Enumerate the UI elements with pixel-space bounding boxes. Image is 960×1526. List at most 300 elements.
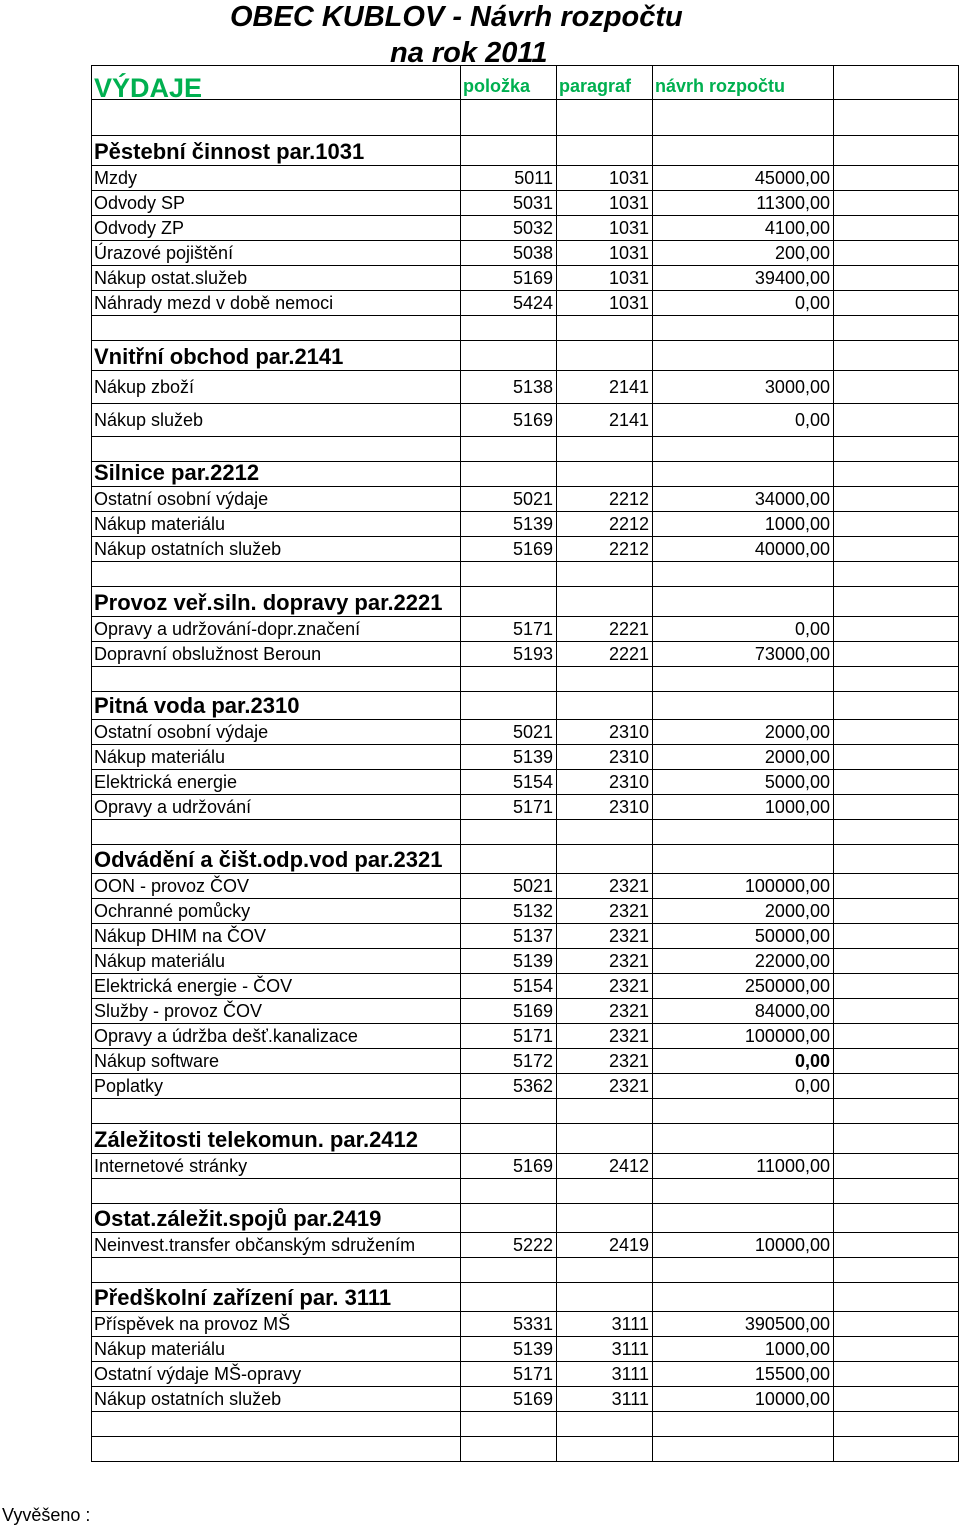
item-polozka: 5171: [461, 1024, 557, 1049]
item-label: Opravy a udržování-dopr.značení: [92, 617, 461, 642]
table-row: [92, 537, 959, 562]
section-heading: Předškolní zařízení par. 3111: [92, 1283, 461, 1312]
empty-cell: [557, 667, 653, 692]
item-polozka: 5193: [461, 642, 557, 667]
empty-cell: [834, 537, 959, 562]
table-row: [92, 404, 959, 437]
item-label: Elektrická energie - ČOV: [92, 974, 461, 999]
empty-cell: [461, 1437, 557, 1462]
empty-cell: [653, 692, 834, 720]
empty-cell: [557, 1258, 653, 1283]
empty-cell: [557, 100, 653, 136]
table-row: [92, 216, 959, 241]
item-polozka: 5331: [461, 1312, 557, 1337]
empty-cell: [834, 1312, 959, 1337]
item-paragraf: 2321: [557, 899, 653, 924]
empty-cell: [834, 316, 959, 341]
empty-cell: [557, 1412, 653, 1437]
spacer-row: [92, 316, 959, 341]
item-polozka: 5154: [461, 974, 557, 999]
table-row: [92, 291, 959, 316]
empty-cell: [834, 667, 959, 692]
table-row: [92, 1233, 959, 1258]
item-paragraf: 2310: [557, 745, 653, 770]
table-row: [92, 720, 959, 745]
item-label: Náhrady mezd v době nemoci: [92, 291, 461, 316]
empty-cell: [92, 562, 461, 587]
item-polozka: 5021: [461, 487, 557, 512]
spacer-row: [92, 1437, 959, 1462]
item-polozka: 5138: [461, 371, 557, 404]
empty-cell: [653, 562, 834, 587]
empty-cell: [653, 341, 834, 371]
item-polozka: 5032: [461, 216, 557, 241]
empty-cell: [557, 316, 653, 341]
item-paragraf: 2212: [557, 512, 653, 537]
empty-cell: [834, 874, 959, 899]
empty-cell: [653, 1258, 834, 1283]
empty-cell: [834, 617, 959, 642]
empty-cell: [557, 341, 653, 371]
item-label: Neinvest.transfer občanským sdružením: [92, 1233, 461, 1258]
item-polozka: 5137: [461, 924, 557, 949]
item-label: Příspěvek na provoz MŠ: [92, 1312, 461, 1337]
empty-cell: [653, 437, 834, 462]
item-polozka: 5132: [461, 899, 557, 924]
table-row: [92, 949, 959, 974]
empty-cell: [834, 1074, 959, 1099]
item-polozka: 5021: [461, 720, 557, 745]
item-paragraf: 2310: [557, 770, 653, 795]
item-label: Nákup zboží: [92, 371, 461, 404]
item-paragraf: 2412: [557, 1154, 653, 1179]
table-row: [92, 1049, 959, 1074]
item-polozka: 5011: [461, 166, 557, 191]
item-polozka: 5169: [461, 999, 557, 1024]
empty-cell: [461, 562, 557, 587]
posted-label: Vyvěšeno :: [2, 1505, 91, 1525]
section-heading: Pitná voda par.2310: [92, 692, 461, 720]
empty-cell: [461, 587, 557, 617]
item-paragraf: 1031: [557, 241, 653, 266]
empty-cell: [834, 1124, 959, 1154]
budget-table: [91, 65, 959, 1462]
item-amount: 4100,00: [653, 216, 834, 241]
item-label: Úrazové pojištění: [92, 241, 461, 266]
empty-cell: [834, 437, 959, 462]
item-paragraf: 2212: [557, 487, 653, 512]
table-row: [92, 191, 959, 216]
empty-cell: [834, 949, 959, 974]
empty-cell: [653, 462, 834, 487]
empty-cell: [834, 1283, 959, 1312]
item-label: Nákup materiálu: [92, 512, 461, 537]
item-amount: 1000,00: [653, 1337, 834, 1362]
table-row: [92, 241, 959, 266]
empty-cell: [653, 1412, 834, 1437]
table-row: [92, 745, 959, 770]
item-label: Nákup ostat.služeb: [92, 266, 461, 291]
item-paragraf: 2321: [557, 924, 653, 949]
item-polozka: 5169: [461, 404, 557, 437]
section-heading: Silnice par.2212: [92, 462, 461, 487]
document-subtitle: na rok 2011: [390, 37, 548, 69]
empty-cell: [834, 1099, 959, 1124]
empty-cell: [461, 136, 557, 166]
item-amount: 50000,00: [653, 924, 834, 949]
item-amount: 250000,00: [653, 974, 834, 999]
section-heading: Provoz veř.siln. dopravy par.2221: [92, 587, 461, 617]
item-amount: 73000,00: [653, 642, 834, 667]
section-row: [92, 136, 959, 166]
item-amount: 34000,00: [653, 487, 834, 512]
item-polozka: 5171: [461, 617, 557, 642]
item-amount: 100000,00: [653, 874, 834, 899]
empty-cell: [92, 437, 461, 462]
empty-cell: [653, 1437, 834, 1462]
item-label: Odvody SP: [92, 191, 461, 216]
empty-cell: [92, 820, 461, 845]
item-label: Internetové stránky: [92, 1154, 461, 1179]
item-label: Mzdy: [92, 166, 461, 191]
item-polozka: 5154: [461, 770, 557, 795]
item-paragraf: 1031: [557, 191, 653, 216]
empty-cell: [834, 1049, 959, 1074]
empty-cell: [834, 291, 959, 316]
item-amount: 2000,00: [653, 899, 834, 924]
empty-cell: [557, 437, 653, 462]
item-paragraf: 2321: [557, 874, 653, 899]
empty-cell: [834, 66, 959, 100]
item-paragraf: 2321: [557, 1074, 653, 1099]
item-polozka: 5021: [461, 874, 557, 899]
empty-cell: [834, 341, 959, 371]
item-label: Ostatní osobní výdaje: [92, 487, 461, 512]
item-polozka: 5031: [461, 191, 557, 216]
empty-cell: [834, 899, 959, 924]
item-label: Nákup materiálu: [92, 949, 461, 974]
table-row: [92, 166, 959, 191]
empty-cell: [834, 462, 959, 487]
spacer-row: [92, 1412, 959, 1437]
item-paragraf: 2141: [557, 371, 653, 404]
empty-cell: [653, 1283, 834, 1312]
empty-cell: [461, 1412, 557, 1437]
item-amount: 2000,00: [653, 745, 834, 770]
empty-cell: [834, 1024, 959, 1049]
empty-cell: [834, 1387, 959, 1412]
item-amount: 10000,00: [653, 1233, 834, 1258]
item-paragraf: 2419: [557, 1233, 653, 1258]
empty-cell: [557, 462, 653, 487]
empty-cell: [557, 845, 653, 874]
section-heading: Pěstební činnost par.1031: [92, 136, 461, 166]
empty-cell: [834, 795, 959, 820]
empty-cell: [834, 1154, 959, 1179]
item-paragraf: 3111: [557, 1387, 653, 1412]
item-label: Opravy a údržba dešť.kanalizace: [92, 1024, 461, 1049]
empty-cell: [834, 845, 959, 874]
empty-cell: [461, 1099, 557, 1124]
table-row: [92, 899, 959, 924]
empty-cell: [461, 692, 557, 720]
item-amount: 0,00: [653, 404, 834, 437]
empty-cell: [653, 136, 834, 166]
empty-cell: [461, 1124, 557, 1154]
item-paragraf: 2321: [557, 949, 653, 974]
empty-cell: [834, 1233, 959, 1258]
item-paragraf: 2321: [557, 999, 653, 1024]
empty-cell: [557, 692, 653, 720]
empty-cell: [834, 266, 959, 291]
spacer-row: [92, 437, 959, 462]
item-label: Nákup materiálu: [92, 1337, 461, 1362]
empty-cell: [461, 820, 557, 845]
table-row: [92, 371, 959, 404]
item-polozka: 5424: [461, 291, 557, 316]
document-title: OBEC KUBLOV - Návrh rozpočtu: [230, 1, 683, 33]
spacer-row: [92, 1099, 959, 1124]
item-paragraf: 2212: [557, 537, 653, 562]
item-amount: 11300,00: [653, 191, 834, 216]
item-label: Opravy a udržování: [92, 795, 461, 820]
item-label: Poplatky: [92, 1074, 461, 1099]
item-amount: 0,00: [653, 291, 834, 316]
item-polozka: 5222: [461, 1233, 557, 1258]
empty-cell: [653, 316, 834, 341]
column-header-navrh: návrh rozpočtu: [653, 66, 834, 100]
empty-cell: [557, 820, 653, 845]
table-row: [92, 487, 959, 512]
table-row: [92, 642, 959, 667]
item-paragraf: 3111: [557, 1362, 653, 1387]
item-label: OON - provoz ČOV: [92, 874, 461, 899]
item-amount: 11000,00: [653, 1154, 834, 1179]
empty-cell: [653, 845, 834, 874]
item-polozka: 5169: [461, 1387, 557, 1412]
empty-cell: [834, 404, 959, 437]
item-paragraf: 2221: [557, 617, 653, 642]
section-row: [92, 692, 959, 720]
item-paragraf: 2310: [557, 795, 653, 820]
item-amount: 5000,00: [653, 770, 834, 795]
empty-cell: [834, 241, 959, 266]
item-polozka: 5169: [461, 266, 557, 291]
item-amount: 0,00: [653, 1074, 834, 1099]
empty-cell: [92, 1437, 461, 1462]
spacer-row: [92, 820, 959, 845]
item-amount: 0,00: [653, 617, 834, 642]
empty-cell: [461, 845, 557, 874]
table-row: [92, 1312, 959, 1337]
empty-cell: [461, 100, 557, 136]
item-amount: 1000,00: [653, 795, 834, 820]
item-amount: 2000,00: [653, 720, 834, 745]
item-amount: 1000,00: [653, 512, 834, 537]
item-paragraf: 1031: [557, 266, 653, 291]
empty-cell: [834, 512, 959, 537]
table-row: [92, 874, 959, 899]
empty-cell: [653, 587, 834, 617]
empty-cell: [653, 667, 834, 692]
empty-cell: [834, 1258, 959, 1283]
column-header-polozka: položka: [461, 66, 557, 100]
empty-cell: [461, 1204, 557, 1233]
empty-cell: [92, 100, 461, 136]
table-row: [92, 1337, 959, 1362]
item-polozka: 5169: [461, 537, 557, 562]
empty-cell: [557, 1437, 653, 1462]
empty-cell: [557, 562, 653, 587]
item-paragraf: 2321: [557, 1024, 653, 1049]
item-label: Nákup ostatních služeb: [92, 1387, 461, 1412]
item-label: Nákup ostatních služeb: [92, 537, 461, 562]
item-amount: 3000,00: [653, 371, 834, 404]
spacer-row: [92, 1179, 959, 1204]
spacer-row: [92, 667, 959, 692]
empty-cell: [653, 100, 834, 136]
section-row: [92, 587, 959, 617]
item-amount: 10000,00: [653, 1387, 834, 1412]
empty-cell: [834, 999, 959, 1024]
empty-cell: [92, 1258, 461, 1283]
section-heading: Odvádění a čišt.odp.vod par.2321: [92, 845, 461, 874]
item-paragraf: 2321: [557, 974, 653, 999]
table-row: [92, 999, 959, 1024]
item-label: Ochranné pomůcky: [92, 899, 461, 924]
item-paragraf: 1031: [557, 216, 653, 241]
empty-cell: [92, 1099, 461, 1124]
section-heading: Vnitřní obchod par.2141: [92, 341, 461, 371]
item-amount: 15500,00: [653, 1362, 834, 1387]
table-row: [92, 974, 959, 999]
empty-cell: [834, 642, 959, 667]
item-polozka: 5362: [461, 1074, 557, 1099]
empty-cell: [834, 191, 959, 216]
item-polozka: 5171: [461, 795, 557, 820]
item-paragraf: 2221: [557, 642, 653, 667]
table-row: [92, 617, 959, 642]
empty-cell: [461, 1258, 557, 1283]
item-polozka: 5139: [461, 745, 557, 770]
section-row: [92, 1124, 959, 1154]
empty-cell: [834, 371, 959, 404]
empty-cell: [557, 587, 653, 617]
empty-cell: [653, 1124, 834, 1154]
section-row: [92, 341, 959, 371]
spacer-row: [92, 562, 959, 587]
item-paragraf: 2310: [557, 720, 653, 745]
empty-cell: [557, 136, 653, 166]
table-row: [92, 924, 959, 949]
item-label: Ostatní osobní výdaje: [92, 720, 461, 745]
empty-cell: [653, 1099, 834, 1124]
item-amount: 100000,00: [653, 1024, 834, 1049]
item-amount: 22000,00: [653, 949, 834, 974]
empty-cell: [461, 437, 557, 462]
empty-cell: [461, 341, 557, 371]
item-label: Odvody ZP: [92, 216, 461, 241]
spacer-row: [92, 100, 959, 136]
item-label: Služby - provoz ČOV: [92, 999, 461, 1024]
item-label: Nákup DHIM na ČOV: [92, 924, 461, 949]
empty-cell: [834, 487, 959, 512]
empty-cell: [834, 562, 959, 587]
empty-cell: [461, 316, 557, 341]
item-polozka: 5171: [461, 1362, 557, 1387]
item-amount: 390500,00: [653, 1312, 834, 1337]
item-polozka: 5169: [461, 1154, 557, 1179]
item-label: Elektrická energie: [92, 770, 461, 795]
item-label: Nákup materiálu: [92, 745, 461, 770]
section-row: [92, 462, 959, 487]
table-row: [92, 795, 959, 820]
item-amount: 40000,00: [653, 537, 834, 562]
empty-cell: [557, 1099, 653, 1124]
vydaje-heading: VÝDAJE: [92, 66, 461, 100]
empty-cell: [834, 216, 959, 241]
empty-cell: [461, 1283, 557, 1312]
item-paragraf: 3111: [557, 1312, 653, 1337]
item-amount: 200,00: [653, 241, 834, 266]
empty-cell: [834, 692, 959, 720]
table-row: [92, 1154, 959, 1179]
section-heading: Záležitosti telekomun. par.2412: [92, 1124, 461, 1154]
item-polozka: 5038: [461, 241, 557, 266]
empty-cell: [834, 820, 959, 845]
empty-cell: [461, 462, 557, 487]
empty-cell: [92, 316, 461, 341]
item-polozka: 5172: [461, 1049, 557, 1074]
empty-cell: [834, 974, 959, 999]
item-polozka: 5139: [461, 1337, 557, 1362]
empty-cell: [653, 1204, 834, 1233]
empty-cell: [92, 1179, 461, 1204]
item-amount: 45000,00: [653, 166, 834, 191]
empty-cell: [557, 1283, 653, 1312]
empty-cell: [834, 745, 959, 770]
item-polozka: 5139: [461, 512, 557, 537]
item-paragraf: 2321: [557, 1049, 653, 1074]
empty-cell: [834, 1204, 959, 1233]
section-row: [92, 1283, 959, 1312]
empty-cell: [834, 1179, 959, 1204]
item-label: Nákup služeb: [92, 404, 461, 437]
section-row: [92, 845, 959, 874]
empty-cell: [834, 1337, 959, 1362]
empty-cell: [653, 1179, 834, 1204]
empty-cell: [92, 1412, 461, 1437]
empty-cell: [834, 136, 959, 166]
empty-cell: [834, 1362, 959, 1387]
empty-cell: [834, 166, 959, 191]
empty-cell: [834, 1412, 959, 1437]
table-row: [92, 1074, 959, 1099]
item-amount: 39400,00: [653, 266, 834, 291]
empty-cell: [834, 587, 959, 617]
table-row: [92, 1362, 959, 1387]
section-heading: Ostat.záležit.spojů par.2419: [92, 1204, 461, 1233]
empty-cell: [557, 1204, 653, 1233]
item-label: Ostatní výdaje MŠ-opravy: [92, 1362, 461, 1387]
item-polozka: 5139: [461, 949, 557, 974]
empty-cell: [834, 720, 959, 745]
empty-cell: [834, 924, 959, 949]
empty-cell: [557, 1179, 653, 1204]
table-row: [92, 1024, 959, 1049]
spacer-row: [92, 1258, 959, 1283]
empty-cell: [461, 667, 557, 692]
